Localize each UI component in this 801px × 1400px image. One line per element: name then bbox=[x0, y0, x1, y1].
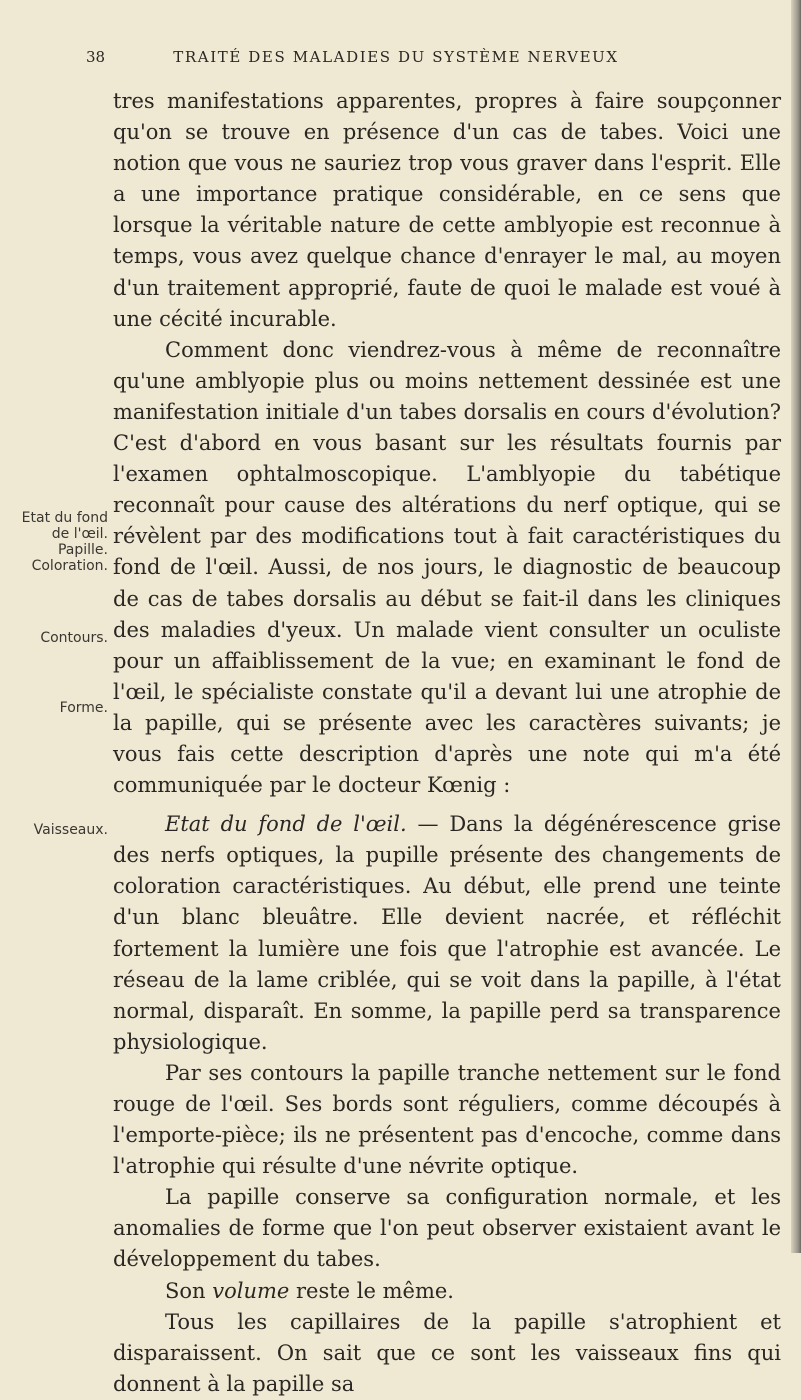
paragraph-6-suffix: reste le même. bbox=[289, 1278, 454, 1303]
margin-note-forme: Forme. bbox=[59, 700, 108, 716]
page-number: 38 bbox=[86, 48, 106, 66]
paragraph-6-italic: volume bbox=[212, 1278, 290, 1303]
margin-note-contours: Contours. bbox=[40, 630, 108, 646]
margin-note-etat: Etat du fond de l'œil. Papille. Coloration. bbox=[21, 510, 108, 574]
page-edge-shadow bbox=[791, 0, 801, 1253]
paragraph-3 bbox=[113, 809, 781, 1058]
paragraph-6 bbox=[113, 1276, 781, 1307]
paragraph-3-text: — Dans la dégénérescence grise des nerfs optiques, la pupille présente des changements de coloration caractéristiques. Au début, elle prend une teinte d'un blanc bleuâtre. Elle devient nacrée, et réfléchit fortement la lumière une fois que l'atrophie est avancée. Le réseau de la lame criblée, qui se voit dans la papille, à l'état normal, disparaît. En somme, la papille perd sa transparence physiologique. bbox=[113, 812, 782, 1054]
paragraph-7: Tous les capillaires de la papille s'atrophient et disparaissent. On sait que ce sont les vaisseaux fins qui donnent à la papille sa bbox=[113, 1309, 781, 1396]
paragraph-6-prefix: Son bbox=[165, 1278, 213, 1303]
running-title: TRAITÉ DES MALADIES DU SYSTÈME NERVEUX bbox=[173, 48, 619, 66]
paragraph-2: Comment donc viendrez-vous à même de reconnaître qu'une amblyopie plus ou moins nettement dessinée est une manifestation initiale d'un tabes dorsalis en cours d'évolution? C'est d'abord en vous basant sur les résultats fournis par l'examen ophtalmoscopique. L'amblyopie du tabétique reconnaît pour cause des altérations du nerf optique, qui se révèlent par des modifications tout à fait caractéristiques du fond de l'œil. Aussi, de nos jours, le diagnostic de beaucoup de cas de tabes dorsalis au début se fait-il dans les cliniques des maladies d'yeux. Un malade vient consulter un oculiste pour un affaiblissement de la vue; en examinant le fond de l'œil, le spécialiste constate qu'il a devant lui une atrophie de la papille, qui se présente avec les caractères suivants; je vous fais cette description d'après une note qui m'a été communiquée par le docteur Kœnig : bbox=[113, 337, 781, 798]
margin-note-vaisseaux: Vaisseaux. bbox=[33, 822, 108, 838]
paragraph-5: La papille conserve sa configuration normale, et les anomalies de forme que l'on peut observer existaient avant le développement du tabes. bbox=[113, 1185, 781, 1272]
section-heading-etat: Etat du fond de l'œil. bbox=[165, 812, 407, 837]
page-header bbox=[86, 48, 706, 70]
body-text bbox=[113, 86, 781, 1400]
paragraph-1: tres manifestations apparentes, propres à faire soupçonner qu'on se trouve en présence d'un cas de tabes. Voici une notion que vous ne sauriez trop vous graver dans l'esprit. Elle a une importance pratique considérable, en ce sens que lorsque la véritable nature de cette amblyopie est reconnue à temps, vous avez quelque chance d'enrayer le mal, au moyen d'un traitement approprié, faute de quoi le malade est voué à une cécité incurable. bbox=[113, 89, 781, 331]
paragraph-4: Par ses contours la papille tranche nettement sur le fond rouge de l'œil. Ses bords sont réguliers, comme découpés à l'emporte-pièce; ils ne présentent pas d'encoche, comme dans l'atrophie qui résulte d'une névrite optique. bbox=[113, 1060, 781, 1179]
